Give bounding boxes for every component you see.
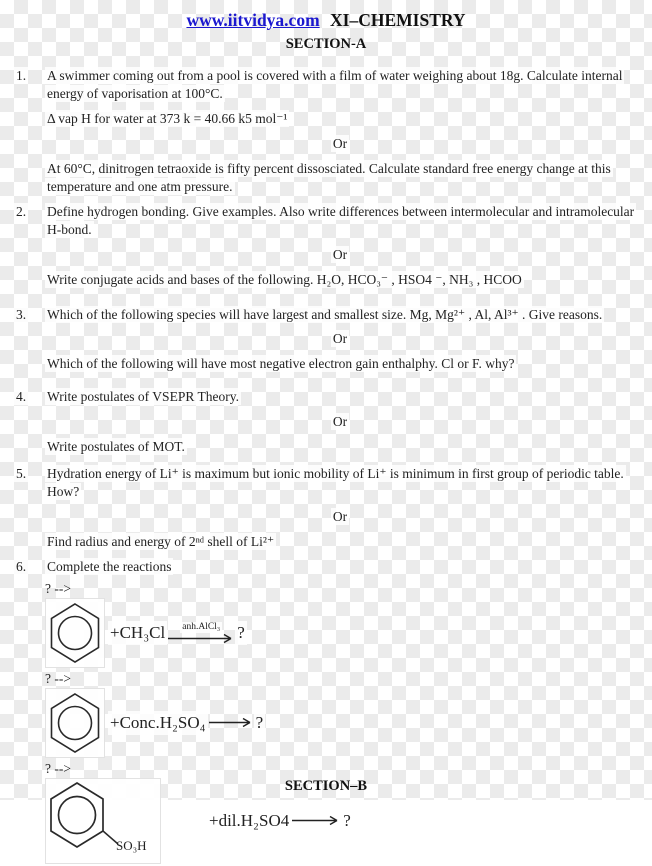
- question-5-text: Hydration energy of Li⁺ is maximum but ionic mobility of Li⁺ is minimum in first group of periodic table. How?: [47, 466, 624, 500]
- benzene-structure: [45, 688, 105, 758]
- question-1-alt-text: At 60°C, dinitrogen tetraoxide is fifty percent dissosciated. Calculate standard free energy change at this temperature and one atm pressure.: [47, 160, 611, 194]
- question-2-number: 2.: [16, 203, 27, 219]
- question-4-text: Write postulates of VSEPR Theory.: [47, 389, 239, 405]
- arrow-icon: [292, 815, 340, 826]
- reaction-3-product: ?: [341, 809, 353, 834]
- benzene-ring-icon: [48, 602, 102, 664]
- reaction-1: [45, 598, 635, 668]
- question-1-number: 1.: [16, 68, 27, 83]
- page-title: XI–CHEMISTRY: [330, 10, 466, 30]
- question-3-or: Or: [332, 331, 348, 347]
- question-3-number: 3.: [16, 306, 27, 322]
- question-2: [0, 203, 652, 296]
- question-4-number: 4.: [16, 389, 27, 405]
- benzene-ring-icon: [48, 692, 102, 754]
- question-5: [0, 465, 652, 558]
- site-link[interactable]: www.iitvidya.com: [186, 10, 320, 30]
- question-5-alt-text: Find radius and energy of 2ⁿᵈ shell of Li²⁺: [47, 534, 275, 550]
- benzene-structure: [45, 598, 105, 668]
- reaction-1-reagent: +CH₃Cl: [108, 621, 167, 646]
- arrow-icon: [209, 717, 253, 728]
- reaction-2-reagent: +Conc.H₂SO₄: [108, 711, 208, 736]
- question-3-alt-text: Which of the following will have most negative electron gain enthalphy. Cl or F. why?: [47, 356, 515, 372]
- reaction-2-arrow: [209, 717, 253, 728]
- question-4-or: Or: [332, 414, 348, 430]
- reaction-1-condition-label: anh.AlCl₃: [182, 621, 221, 632]
- page-header: [0, 0, 652, 31]
- reaction-1-product: ?: [235, 621, 247, 646]
- question-4-alt-text: Write postulates of MOT.: [47, 439, 185, 455]
- question-2-text: Define hydrogen bonding. Give examples. Also write differences between intermolecular and intramolecular H-bond.: [47, 203, 635, 237]
- reaction-2-product: ?: [254, 711, 266, 736]
- question-6-text: Complete the reactions: [47, 559, 172, 575]
- question-5-or: Or: [332, 509, 348, 525]
- section-a-heading: SECTION-A: [285, 36, 367, 52]
- arrow-icon: [168, 633, 234, 644]
- question-6: 6. Complete the reactions ? --> +CH₃Cl anh.AlCl₃ ? ? --> +Conc.H₂SO₄ ? ? --> SO₃H +dil.H₂SO4 ?: [0, 558, 652, 866]
- question-3-text: Which of the following species will have largest and smallest size. Mg, Mg²⁺ , Al, Al³⁺ . Give reasons.: [47, 306, 603, 322]
- reaction-3-arrow: [292, 815, 340, 826]
- question-4: [0, 388, 652, 463]
- question-1-or: Or: [332, 135, 348, 151]
- question-2-or: Or: [332, 246, 348, 262]
- question-3: [0, 306, 652, 381]
- section-b-heading: SECTION–B: [284, 778, 368, 794]
- question-1: [0, 67, 652, 203]
- question-2-alt-text: Write conjugate acids and bases of the following. H₂O, HCO₃⁻ , HSO4 ⁻, NH₃ , HCOO: [47, 271, 522, 287]
- substituent-label: SO₃H: [116, 837, 147, 853]
- question-5-number: 5.: [16, 466, 27, 482]
- question-1-text: A swimmer coming out from a pool is covered with a film of water weighing about 18g. Calculate internal energy of vaporisation at 100°C.: [47, 68, 623, 101]
- reaction-3-reagent: +dil.H₂SO4: [207, 809, 291, 834]
- reaction-2: [45, 688, 635, 758]
- question-6-number: 6.: [16, 559, 27, 575]
- question-1-note: Δ vap H for water at 373 k = 40.66 k5 mol⁻¹: [47, 110, 288, 126]
- reaction-1-arrow: [168, 622, 234, 645]
